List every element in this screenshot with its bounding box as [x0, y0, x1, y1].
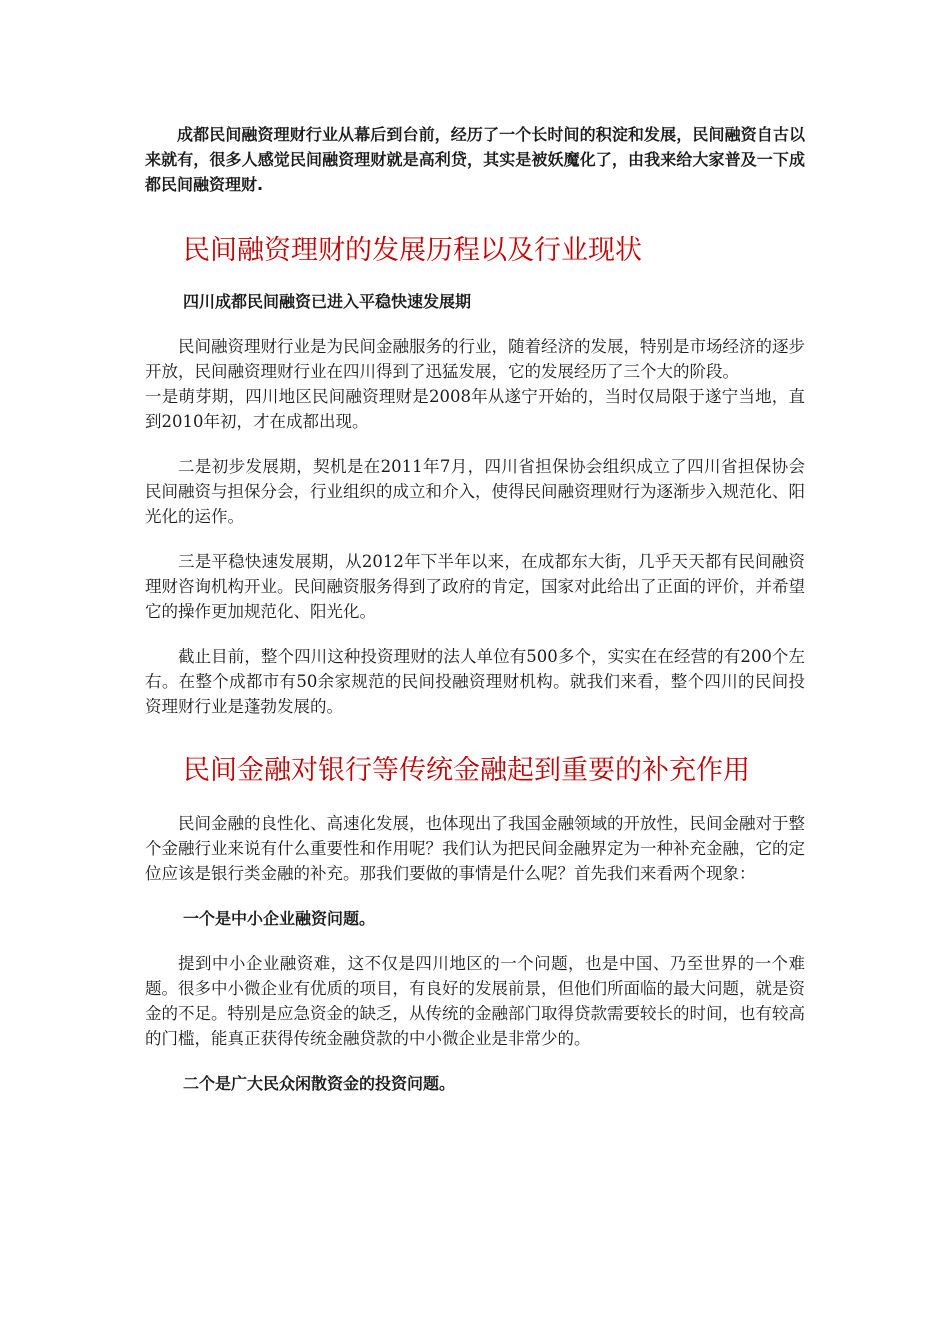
- section2-subheading-2: 二个是广大民众闲散资金的投资问题。: [183, 1074, 456, 1093]
- section1-paragraph-2: 一是萌芽期，四川地区民间融资理财是2008年从遂宁开始的，当时仅局限于遂宁当地，直到2010年初，才在成都出现。: [145, 387, 805, 431]
- section2-heading: 民间金融对银行等传统金融起到重要的补充作用: [183, 755, 750, 786]
- section1-heading: 民间融资理财的发展历程以及行业现状: [183, 235, 642, 266]
- section2-subheading-1: 一个是中小企业融资问题。: [183, 909, 376, 928]
- intro-paragraph: 成都民间融资理财行业从幕后到台前，经历了一个长时间的积淀和发展，民间融资自古以来就有，很多人感觉民间融资理财就是高利贷，其实是被妖魔化了，由我来给大家普及一下成都民间融资理财.: [145, 125, 805, 194]
- section1-subheading: 四川成都民间融资已进入平稳快速发展期: [183, 292, 472, 311]
- section2-paragraph-2: 提到中小企业融资难，这不仅是四川地区的一个问题，也是中国、乃至世界的一个难题。很多中小微企业有优质的项目，有良好的发展前景，但他们所面临的最大问题，就是资金的不足。特别是应急资金的缺乏，从传统的金融部门取得贷款需要较长的时间，也有较高的门槛，能真正获得传统金融贷款的中小微企业是非常少的。: [145, 954, 805, 1048]
- document-page: [145, 122, 805, 1096]
- section1-paragraph-5: 截止目前，整个四川这种投资理财的法人单位有500多个，实实在在经营的有200个左右。在整个成都市有50余家规范的民间投融资理财机构。就我们来看，整个四川的民间投资理财行业是蓬勃发展的。: [145, 647, 805, 716]
- section1-paragraph-1: 民间融资理财行业是为民间金融服务的行业，随着经济的发展，特别是市场经济的逐步开放，民间融资理财行业在四川得到了迅猛发展，它的发展经历了三个大的阶段。: [145, 337, 805, 381]
- section1-paragraph-3: 二是初步发展期，契机是在2011年7月，四川省担保协会组织成立了四川省担保协会民间融资与担保分会，行业组织的成立和介入，使得民间融资理财行为逐渐步入规范化、阳光化的运作。: [145, 457, 805, 526]
- section1-paragraph-4: 三是平稳快速发展期，从2012年下半年以来，在成都东大街，几乎天天都有民间融资理财咨询机构开业。民间融资服务得到了政府的肯定，国家对此给出了正面的评价，并希望它的操作更加规范化、阳光化。: [145, 552, 805, 621]
- section2-paragraph-1: 民间金融的良性化、高速化发展，也体现出了我国金融领域的开放性，民间金融对于整个金融行业来说有什么重要性和作用呢？我们认为把民间金融界定为一种补充金融，它的定位应该是银行类金融的补充。那我们要做的事情是什么呢？首先我们来看两个现象：: [145, 814, 805, 883]
